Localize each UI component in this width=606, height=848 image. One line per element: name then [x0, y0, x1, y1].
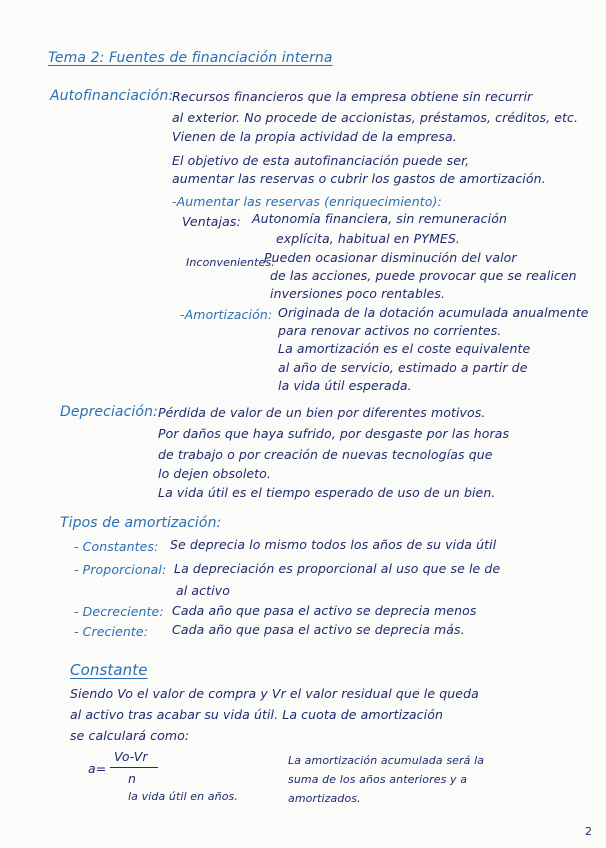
depreciacion-line-2: Por daños que haya sufrido, por desgaste por las horas — [158, 426, 510, 441]
ventajas-label: Ventajas: — [182, 214, 241, 229]
autofinanciacion-heading: Autofinanciación: — [50, 88, 174, 104]
amortizacion-line-5: la vida útil esperada. — [278, 378, 412, 393]
formula-numerator: Vo-Vr — [114, 749, 148, 764]
autofinanciacion-line-2: al exterior. No procede de accionistas, préstamos, créditos, etc. — [172, 110, 579, 125]
constante-side-line-1: La amortización acumulada será la — [288, 754, 485, 767]
ventajas-line-2: explícita, habitual en PYMES. — [276, 231, 460, 246]
tipo-proporcional-text-2: al activo — [176, 583, 230, 598]
tipo-creciente-text: Cada año que pasa el activo se deprecia más. — [172, 622, 465, 637]
constante-heading: Constante — [70, 661, 148, 679]
amortizacion-line-1: Originada de la dotación acumulada anualmente — [278, 305, 589, 320]
inconvenientes-label: Inconvenientes: — [186, 256, 276, 269]
formula-lhs: a= — [88, 761, 107, 776]
depreciacion-line-4: lo dejen obsoleto. — [158, 466, 272, 481]
amortizacion-line-2: para renovar activos no corrientes. — [278, 323, 502, 338]
formula-fraction-bar — [110, 767, 158, 768]
inconvenientes-line-3: inversiones poco rentables. — [270, 286, 446, 301]
autofinanciacion-line-3: Vienen de la propia actividad de la empresa. — [172, 129, 457, 144]
depreciacion-line-5: La vida útil es el tiempo esperado de uso de un bien. — [158, 485, 496, 500]
amortizacion-line-3: La amortización es el coste equivalente — [278, 341, 531, 356]
constante-side-line-2: suma de los años anteriores y a — [288, 773, 468, 786]
tipos-heading: Tipos de amortización: — [60, 515, 222, 531]
tipo-proporcional-text: La depreciación es proporcional al uso que se le de — [174, 561, 501, 576]
depreciacion-line-1: Pérdida de valor de un bien por diferentes motivos. — [158, 405, 486, 420]
tipo-decreciente-text: Cada año que pasa el activo se deprecia menos — [172, 603, 477, 618]
reservas-heading: -Aumentar las reservas (enriquecimiento): — [172, 194, 442, 209]
autofinanciacion-line-1: Recursos financieros que la empresa obtiene sin recurrir — [172, 89, 533, 104]
autofinanciacion-line-5: aumentar las reservas o cubrir los gastos de amortización. — [172, 171, 546, 186]
tipo-constantes-text: Se deprecia lo mismo todos los años de su vida útil — [170, 537, 497, 552]
ventajas-line-1: Autonomía financiera, sin remuneración — [252, 211, 507, 226]
inconvenientes-line-2: de las acciones, puede provocar que se realicen — [270, 268, 577, 283]
tipo-creciente-label: - Creciente: — [74, 624, 149, 639]
depreciacion-heading: Depreciación: — [60, 404, 158, 420]
page-number: 2 — [585, 825, 592, 838]
constante-line-1: Siendo Vo el valor de compra y Vr el valor residual que le queda — [70, 686, 479, 701]
amortizacion-heading: -Amortización: — [180, 307, 273, 322]
constante-side-line-3: amortizados. — [288, 792, 361, 805]
tipo-decreciente-label: - Decreciente: — [74, 604, 164, 619]
formula-denominator: n — [128, 771, 137, 786]
amortizacion-line-4: al año de servicio, estimado a partir de — [278, 360, 528, 375]
tipo-proporcional-label: - Proporcional: — [74, 562, 167, 577]
constante-line-3: se calculará como: — [70, 728, 190, 743]
depreciacion-line-3: de trabajo o por creación de nuevas tecnologías que — [158, 447, 493, 462]
constante-line-2: al activo tras acabar su vida útil. La cuota de amortización — [70, 707, 443, 722]
page-title: Tema 2: Fuentes de financiación interna — [48, 50, 333, 66]
inconvenientes-line-1: Pueden ocasionar disminución del valor — [264, 250, 517, 265]
tipo-constantes-label: - Constantes: — [74, 539, 159, 554]
autofinanciacion-line-4: El objetivo de esta autofinanciación puede ser, — [172, 153, 470, 168]
formula-note: la vida útil en años. — [128, 790, 238, 803]
